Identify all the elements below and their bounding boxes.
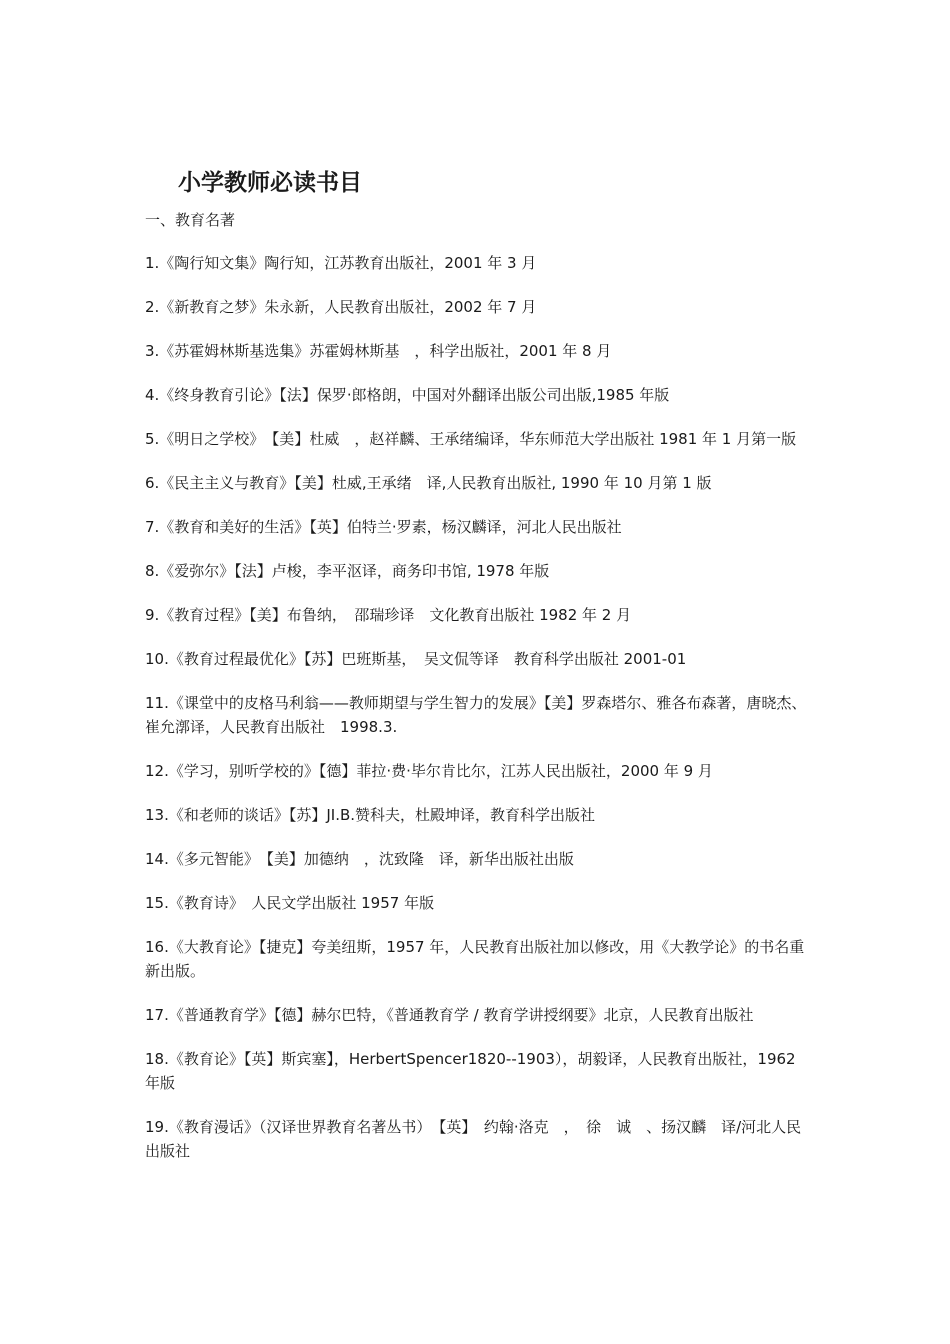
book-item-16: 16.《大教育论》【捷克】夸美纽斯，1957 年，人民教育出版社加以修改，用《大教学论》的书名重新出版。 [145, 938, 805, 980]
book-item-11: 11.《课堂中的皮格马利翁——教师期望与学生智力的发展》【美】罗森塔尔、雅各布森著，唐晓杰、崔允漷译，人民教育出版社 1998.3. [145, 694, 807, 736]
book-item-18: 18.《教育论》【英】斯宾塞】，HerbertSpencer1820--1903），胡毅译，人民教育出版社，1962 年版 [145, 1050, 801, 1092]
book-item-7: 7.《教育和美好的生活》【英】伯特兰·罗素，杨汉麟译，河北人民出版社 [145, 518, 622, 536]
book-item-17: 17.《普通教育学》【德】赫尔巴特，《普通教育学 / 教育学讲授纲要》北京，人民教育出版社 [145, 1006, 754, 1024]
book-item-19: 19.《教育漫话》（汉译世界教育名著丛书） 【英】 约翰·洛克 ， 徐 诚 、扬汉麟 译/河北人民出版社 [145, 1118, 802, 1160]
book-item-5: 5.《明日之学校》 【美】杜威 ，赵祥麟、王承绪编译，华东师范大学出版社 1981 年 1 月第一版 [145, 430, 797, 448]
book-list [145, 251, 815, 1183]
book-item-10: 10.《教育过程最优化》【苏】巴班斯基， 吴文侃等译 教育科学出版社 2001-01 [145, 650, 687, 668]
book-item-15: 15.《教育诗》 人民文学出版社 1957 年版 [145, 894, 435, 912]
book-item-3: 3.《苏霍姆林斯基选集》苏霍姆林斯基 ，科学出版社，2001 年 8 月 [145, 342, 612, 360]
book-item-4: 4.《终身教育引论》【法】保罗·郎格朗，中国对外翻译出版公司出版,1985 年版 [145, 386, 670, 404]
book-item-9: 9.《教育过程》【美】布鲁纳， 邵瑞珍译 文化教育出版社 1982 年 2 月 [145, 606, 632, 624]
section-heading: 一、教育名著 [145, 211, 236, 229]
book-item-8: 8.《爱弥尔》【法】卢梭，李平沤译，商务印书馆, 1978 年版 [145, 562, 550, 580]
book-item-2: 2.《新教育之梦》朱永新，人民教育出版社，2002 年 7 月 [145, 298, 537, 316]
book-item-12: 12.《学习，别听学校的》【德】菲拉·费·毕尔肯比尔，江苏人民出版社，2000 年 9 月 [145, 762, 713, 780]
book-item-14: 14.《多元智能》 【美】加德纳 ，沈致隆 译，新华出版社出版 [145, 850, 574, 868]
document-title: 小学教师必读书目 [178, 170, 362, 196]
book-item-13: 13.《和老师的谈话》【苏】JI.B.赞科夫，杜殿坤译，教育科学出版社 [145, 806, 596, 824]
book-item-1: 1.《陶行知文集》陶行知，江苏教育出版社，2001 年 3 月 [145, 254, 537, 272]
book-item-6: 6.《民主主义与教育》【美】杜威,王承绪 译,人民教育出版社, 1990 年 10 月第 1 版 [145, 474, 712, 492]
